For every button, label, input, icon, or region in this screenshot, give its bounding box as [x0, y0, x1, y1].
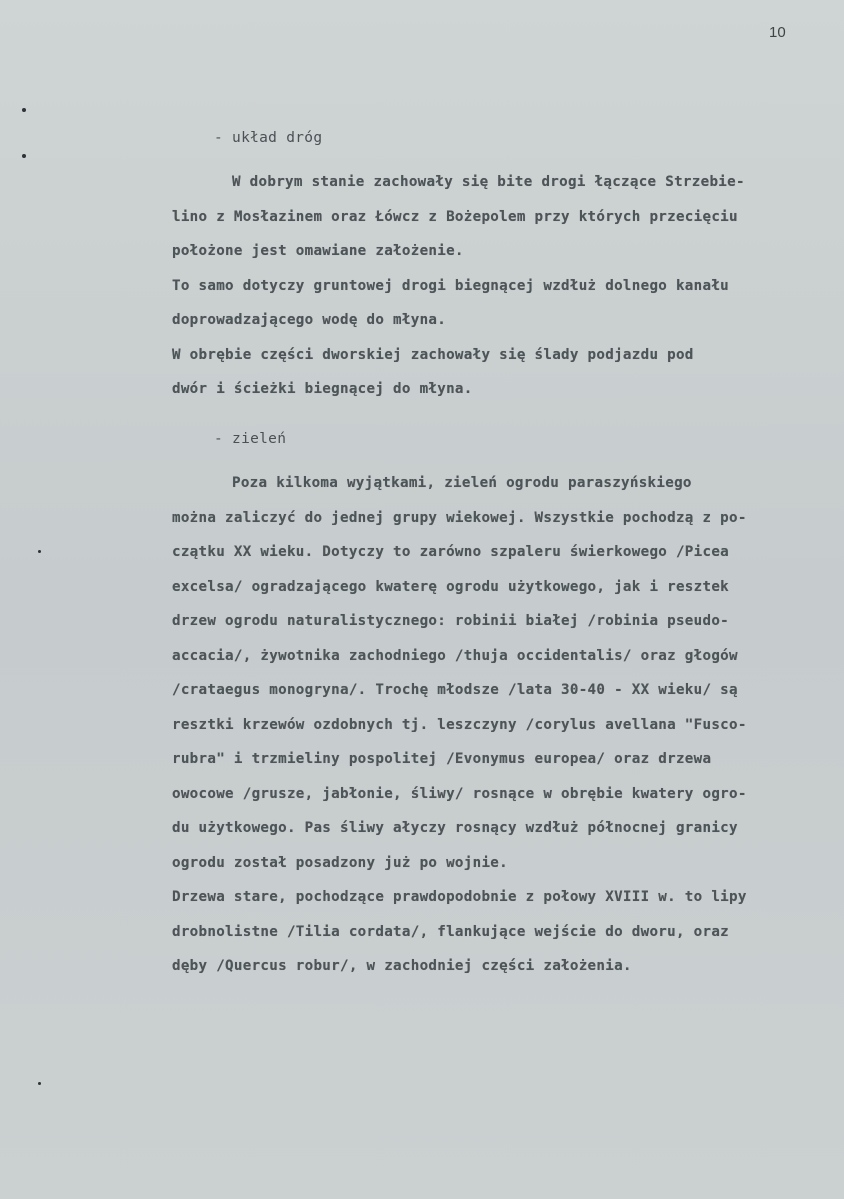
paragraph-line: excelsa/ ogradzającego kwaterę ogrodu użytkowego, jak i resztek: [172, 579, 730, 595]
paragraph-line: Drzewa stare, pochodzące prawdopodobnie z połowy XVIII w. to lipy: [172, 889, 747, 905]
section-heading-greenery: - zieleń: [214, 431, 287, 447]
paragraph-line: resztki krzewów ozdobnych tj. leszczyny /corylus avellana "Fusco-: [172, 717, 747, 733]
paragraph-line: W obrębie części dworskiej zachowały się ślady podjazdu pod: [172, 347, 694, 363]
paragraph-line: rubra" i trzmieliny pospolitej /Evonymus europea/ oraz drzewa: [172, 751, 712, 767]
section-heading-roads: - układ dróg: [214, 130, 323, 146]
paragraph-line: du użytkowego. Pas śliwy ałyczy rosnący wzdłuż północnej granicy: [172, 820, 738, 836]
paragraph-line: Poza kilkoma wyjątkami, zieleń ogrodu paraszyńskiego: [232, 475, 692, 491]
paragraph-line: można zaliczyć do jednej grupy wiekowej. Wszystkie pochodzą z po-: [172, 510, 747, 526]
paragraph-line: dwór i ścieżki biegnącej do młyna.: [172, 381, 473, 397]
punch-hole-mark: [38, 550, 41, 553]
paragraph-line: W dobrym stanie zachowały się bite drogi łączące Strzebie-: [232, 174, 745, 190]
paragraph-line: doprowadzającego wodę do młyna.: [172, 312, 447, 328]
paragraph-line: położone jest omawiane założenie.: [172, 243, 464, 259]
paragraph-line: lino z Mosłazinem oraz Łówcz z Bożepolem przy których przecięciu: [172, 209, 738, 225]
paragraph-line: drzew ogrodu naturalistycznego: robinii białej /robinia pseudo-: [172, 613, 730, 629]
paragraph-line: czątku XX wieku. Dotyczy to zarówno szpaleru świerkowego /Picea: [172, 544, 730, 560]
paragraph-line: accacia/, żywotnika zachodniego /thuja occidentalis/ oraz głogów: [172, 648, 738, 664]
page-number: 10: [769, 24, 786, 41]
punch-hole-mark: [22, 108, 26, 112]
paragraph-line: drobnolistne /Tilia cordata/, flankujące wejście do dworu, oraz: [172, 924, 730, 940]
paragraph-line: /crataegus monogryna/. Trochę młodsze /lata 30-40 - XX wieku/ są: [172, 682, 738, 698]
punch-hole-mark: [22, 154, 26, 158]
paragraph-line: To samo dotyczy gruntowej drogi biegnącej wzdłuż dolnego kanału: [172, 278, 730, 294]
paragraph-line: owocowe /grusze, jabłonie, śliwy/ rosnące w obrębie kwatery ogro-: [172, 786, 747, 802]
paragraph-line: ogrodu został posadzony już po wojnie.: [172, 855, 508, 871]
paragraph-line: dęby /Quercus robur/, w zachodniej części założenia.: [172, 958, 632, 974]
punch-hole-mark: [38, 1082, 41, 1085]
